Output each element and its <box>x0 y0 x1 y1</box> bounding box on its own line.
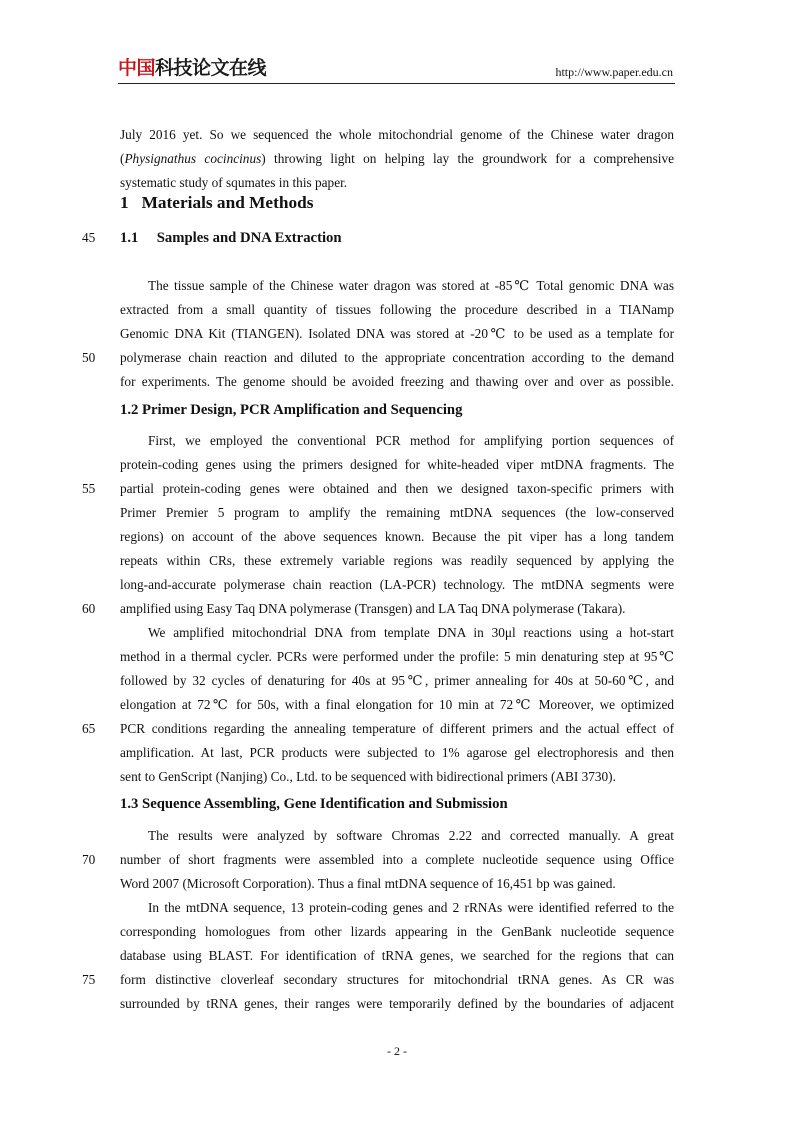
body-line: The tissue sample of the Chinese water dragon was stored at -85℃ Total genomic DNA was <box>148 278 674 293</box>
line-number: 55 <box>82 481 96 496</box>
journal-logo <box>118 56 266 80</box>
body-line: systematic study of squmates in this paper. <box>120 175 348 190</box>
header-url[interactable]: http://www.paper.edu.cn <box>555 65 673 79</box>
body-line: corresponding homologues from other lizards appearing in the GenBank nucleotide sequence <box>120 924 674 939</box>
body-line: First, we employed the conventional PCR method for amplifying portion sequences of <box>148 433 674 448</box>
body-line: Genomic DNA Kit (TIANGEN). Isolated DNA was stored at -20℃ to be used as a template for <box>120 326 674 341</box>
line-number: 70 <box>82 852 96 867</box>
subsection-heading: 1.2 Primer Design, PCR Amplification and Sequencing <box>120 402 463 418</box>
body-line: sent to GenScript (Nanjing) Co., Ltd. to be sequenced with bidirectional primers (ABI 3730). <box>120 769 616 784</box>
body-line: partial protein-coding genes were obtained and then we designed taxon-specific primers with <box>120 481 674 496</box>
body-line: database using BLAST. For identification of tRNA genes, we searched for the regions that can <box>120 948 674 963</box>
body-line: Word 2007 (Microsoft Corporation). Thus a final mtDNA sequence of 16,451 bp was gained. <box>120 876 616 891</box>
line-number: 50 <box>82 350 96 365</box>
subsection-heading: 1.3 Sequence Assembling, Gene Identification and Submission <box>120 796 508 812</box>
body-line: for experiments. The genome should be avoided freezing and thawing over and over as possible. <box>120 374 674 389</box>
body-line: amplified using Easy Taq DNA polymerase (Transgen) and LA Taq DNA polymerase (Takara). <box>120 601 626 616</box>
species-name: Physignathus cocincinus <box>124 151 262 166</box>
body-line-species: (Physignathus cocincinus) throwing light on helping lay the groundwork for a comprehensive <box>120 151 674 166</box>
body-line: followed by 32 cycles of denaturing for 40s at 95℃, primer annealing for 40s at 50-60℃, and <box>120 673 674 688</box>
body-line: repeats within CRs, these extremely variable regions was readily sequenced by applying the <box>120 553 674 568</box>
body-line: polymerase chain reaction and diluted to the appropriate concentration according to the demand <box>120 350 674 365</box>
header-divider <box>118 83 675 84</box>
logo-black-text: 科技论文在线 <box>155 57 267 79</box>
body-line: In the mtDNA sequence, 13 protein-coding genes and 2 rRNAs were identified referred to the <box>148 900 674 915</box>
body-line: number of short fragments were assembled into a complete nucleotide sequence using Office <box>120 852 674 867</box>
body-line: form distinctive cloverleaf secondary structures for mitochondrial tRNA genes. As CR was <box>120 972 674 987</box>
body-line: July 2016 yet. So we sequenced the whole mitochondrial genome of the Chinese water dragon <box>120 127 674 142</box>
line-number: 65 <box>82 721 96 736</box>
body-line: regions) on account of the above sequences known. Because the pit viper has a long tandem <box>120 529 674 544</box>
line-number: 60 <box>82 601 96 616</box>
page-number: - 2 - <box>387 1044 407 1058</box>
body-line: method in a thermal cycler. PCRs were performed under the profile: 5 min denaturing step at 95℃ <box>120 649 674 664</box>
line-number: 75 <box>82 972 96 987</box>
body-line: long-and-accurate polymerase chain reaction (LA-PCR) technology. The mtDNA segments were <box>120 577 674 592</box>
body-line: surrounded by tRNA genes, their ranges were temporarily defined by the boundaries of adjacent <box>120 996 674 1011</box>
body-line: Primer Premier 5 program to amplify the remaining mtDNA sequences (the low-conserved <box>120 505 674 520</box>
section-heading: 1 Materials and Methods <box>120 193 314 212</box>
line-number: 45 <box>82 230 96 245</box>
body-line: We amplified mitochondrial DNA from template DNA in 30μl reactions using a hot-start <box>148 625 674 640</box>
body-line: PCR conditions regarding the annealing temperature of different primers and the actual effect of <box>120 721 674 736</box>
body-line: extracted from a small quantity of tissues following the procedure described in a TIANamp <box>120 302 674 317</box>
subsection-heading: 1.1 Samples and DNA Extraction <box>120 230 342 246</box>
body-line: amplification. At last, PCR products were subjected to 1% agarose gel electrophoresis and then <box>120 745 674 760</box>
logo-red-text: 中国 <box>118 57 156 79</box>
body-line: The results were analyzed by software Chromas 2.22 and corrected manually. A great <box>148 828 674 843</box>
body-line: elongation at 72℃ for 50s, with a final elongation for 10 min at 72℃ Moreover, we optimized <box>120 697 674 712</box>
body-line: protein-coding genes using the primers designed for white-headed viper mtDNA fragments. The <box>120 457 674 472</box>
